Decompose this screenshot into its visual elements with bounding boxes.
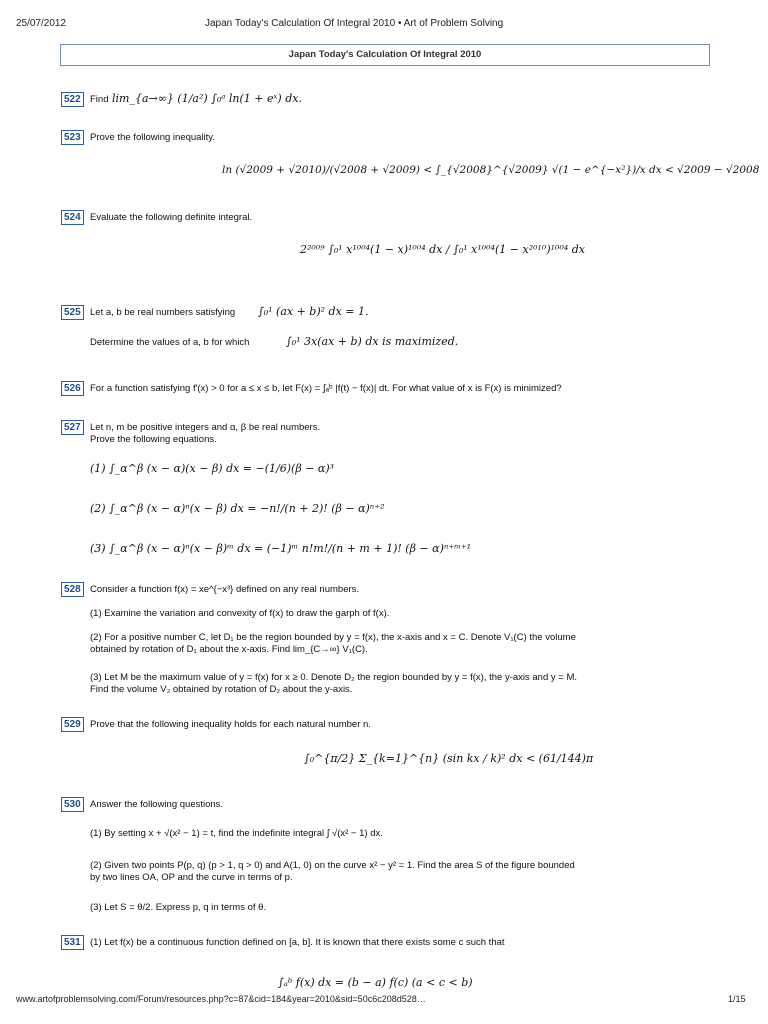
problem-text: For a function satisfying f′(x) > 0 for a ≤ x ≤ b, let F(x) = ∫ₐᵇ |f(t) − f(x)| dt. For what value of x is F(x) is minimized? [90, 383, 562, 394]
problem-number[interactable]: 526 [61, 381, 84, 396]
problem-number[interactable]: 524 [61, 210, 84, 225]
question-2-cont: obtained by rotation of D₁ about the x-axis. Find lim_{C→∞} V₁(C). [90, 644, 368, 655]
equation-1: (1) ∫_α^β (x − α)(x − β) dx = −(1/6)(β − α)³ [90, 462, 335, 475]
problem-number[interactable]: 528 [61, 582, 84, 597]
question-2: (2) For a positive number C, let D₁ be the region bounded by y = f(x), the x-axis and x = C. Denote V₁(C) the volume [90, 632, 576, 643]
question-1: (1) By setting x + √(x² − 1) = t, find the indefinite integral ∫ √(x² − 1) dx. [90, 828, 383, 839]
equation-3: (3) ∫_α^β (x − α)ⁿ(x − β)ᵐ dx = (−1)ᵐ n!m!/(n + m + 1)! (β − α)ⁿ⁺ᵐ⁺¹ [90, 542, 472, 555]
problem-formula: 2²⁰⁰⁹ ∫₀¹ x¹⁰⁰⁴(1 − x)¹⁰⁰⁴ dx / ∫₀¹ x¹⁰⁰⁴(1 − x²⁰¹⁰)¹⁰⁰⁴ dx [300, 243, 586, 256]
problem-number[interactable]: 529 [61, 717, 84, 732]
problem-text: Let n, m be positive integers and α, β be real numbers. [90, 422, 321, 433]
problem-formula: ∫₀¹ 3x(ax + b) dx is maximized. [286, 335, 459, 348]
problem-text: Consider a function f(x) = xe^{−x³} defined on any real numbers. [90, 584, 360, 595]
question-3: (3) Let M be the maximum value of y = f(x) for x ≥ 0. Denote D₂ the region bounded by y = f(x), the y-axis and y = M. [90, 672, 578, 683]
problem-text: Answer the following questions. [90, 799, 224, 810]
problem-text: Let a, b be real numbers satisfying [90, 307, 236, 318]
problem-formula: ln (√2009 + √2010)/(√2008 + √2009) < ∫_{√2008}^{√2009} √(1 − e^{−x²})/x dx < √2009 − √2008 [222, 164, 760, 176]
problem-formula: lim_{a→∞} (1/a²) ∫₀ᵃ ln(1 + eˣ) dx. [112, 92, 302, 105]
problem-text: Evaluate the following definite integral. [90, 212, 253, 223]
problem-number[interactable]: 531 [61, 935, 84, 950]
problem-number[interactable]: 530 [61, 797, 84, 812]
print-title: Japan Today's Calculation Of Integral 2010 • Art of Problem Solving [205, 18, 504, 29]
problem-number[interactable]: 525 [61, 305, 84, 320]
problem-text: (1) Let f(x) be a continuous function defined on [a, b]. It is known that there exists some c such that [90, 937, 505, 948]
problem-formula: ∫₀¹ (ax + b)² dx = 1. [258, 305, 369, 318]
print-date: 25/07/2012 [16, 18, 67, 29]
equation-2: (2) ∫_α^β (x − α)ⁿ(x − β) dx = −n!/(n + 2)! (β − α)ⁿ⁺² [90, 502, 385, 515]
problem-text: Prove the following equations. [90, 434, 217, 445]
question-2-cont: by two lines OA, OP and the curve in terms of p. [90, 872, 293, 883]
problem-number[interactable]: 523 [61, 130, 84, 145]
problem-text: Prove the following inequality. [90, 132, 215, 143]
problem-number[interactable]: 522 [61, 92, 84, 107]
page-banner: Japan Today's Calculation Of Integral 2010 [60, 44, 710, 66]
problem-formula: ∫₀^{π/2} Σ_{k=1}^{n} (sin kx / k)² dx < (61/144)π [304, 752, 594, 765]
problem-text: Prove that the following inequality holds for each natural number n. [90, 719, 371, 730]
problem-number[interactable]: 527 [61, 420, 84, 435]
footer-url[interactable]: www.artofproblemsolving.com/Forum/resources.php?c=87&cid=184&year=2010&sid=50c6c208d528… [16, 994, 426, 1004]
problem-formula: ∫ₐᵇ f(x) dx = (b − a) f(c) (a < c < b) [278, 976, 473, 989]
problem-text: Find [90, 94, 109, 105]
problem-text: Determine the values of a, b for which [90, 337, 250, 348]
question-1: (1) Examine the variation and convexity of f(x) to draw the garph of f(x). [90, 608, 390, 619]
question-3-cont: Find the volume V₂ obtained by rotation of D₂ about the y-axis. [90, 684, 353, 695]
question-3: (3) Let S = θ/2. Express p, q in terms of θ. [90, 902, 267, 913]
question-2: (2) Given two points P(p, q) (p > 1, q > 0) and A(1, 0) on the curve x² − y² = 1. Find the area S of the figure bounded [90, 860, 575, 871]
page-number: 1/15 [728, 994, 746, 1004]
